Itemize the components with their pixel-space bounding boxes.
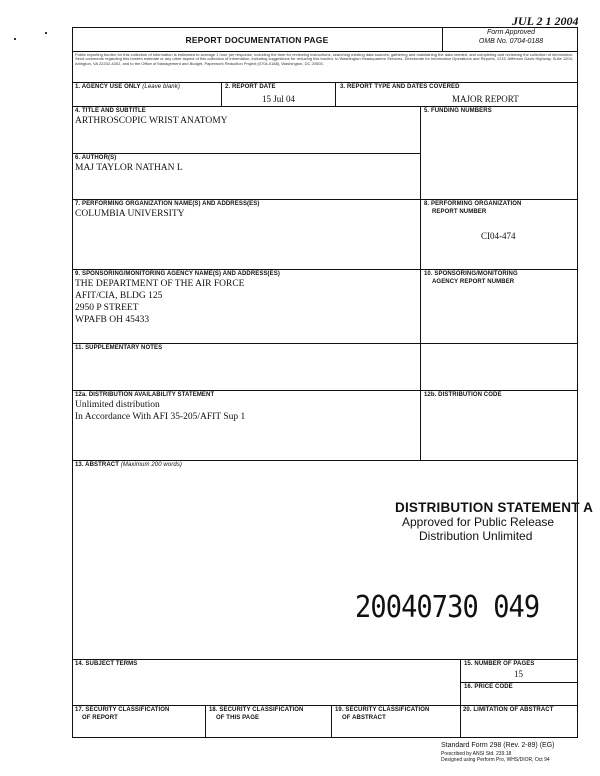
form-approved: Form Approved [487,29,535,36]
agency-use-label: 1. AGENCY USE ONLY (Leave blank) [75,84,180,90]
security-page-label-2: OF THIS PAGE [216,715,260,721]
footer-standard-form: Standard Form 298 (Rev. 2-89) (EG) [441,742,555,749]
security-report-label-2: OF REPORT [82,715,118,721]
supplementary-notes-label: 11. SUPPLEMENTARY NOTES [75,345,163,351]
distribution-statement-line-2: Distribution Unlimited [419,529,533,543]
footer-prescribed: Prescribed by ANSI Std. 239.18 [441,751,512,757]
title-value: ARTHROSCOPIC WRIST ANATOMY [75,116,228,126]
security-abstract-label-1: 19. SECURITY CLASSIFICATION [335,707,430,713]
report-type-value: MAJOR REPORT [452,94,519,104]
performing-org-label: 7. PERFORMING ORGANIZATION NAME(S) AND ADDRESS(ES) [75,201,260,207]
sponsor-line-2: AFIT/CIA, BLDG 125 [75,291,163,301]
burden-notice: Public reporting burden for this collection of information is estimated to average 1 hour per response, including the time for reviewing instructions, searching existing data sources, gathering and maintaining the data needed, and completing and reviewing the collection of information. Send comments regarding this burden estimate or any other aspect of this collection of information, including suggestions for reducing this burden, to Washington Headquarters Services, Directorate for Information Operations and Reports, 1215 Jefferson Davis Highway, Suite 1204, Arlington, VA 22202-4302, and to the Office of Management and Budget, Paperwork Reduction Project (0704-0188), Washington, DC 20503. [75,53,574,66]
security-report-label-1: 17. SECURITY CLASSIFICATION [75,707,170,713]
sponsor-line-4: WPAFB OH 45433 [75,315,150,325]
sponsor-line-3: 2950 P STREET [75,303,139,313]
performing-report-label-2: REPORT NUMBER [432,209,487,215]
report-type-label: 3. REPORT TYPE AND DATES COVERED [340,84,460,90]
accession-number: 20040730 049 [355,590,540,625]
price-code-label: 16. PRICE CODE [464,684,513,690]
title-subtitle-label: 4. TITLE AND SUBTITLE [75,108,146,114]
abstract-label: 13. ABSTRACT (Maximum 200 words) [75,462,183,468]
authors-value: MAJ TAYLOR NATHAN L [75,163,183,173]
distribution-code-label: 12b. DISTRIBUTION CODE [424,392,502,398]
authors-label: 6. AUTHOR(S) [75,155,117,161]
distribution-statement-title: DISTRIBUTION STATEMENT A [395,500,594,515]
funding-numbers-label: 5. FUNDING NUMBERS [424,108,492,114]
distribution-availability-label: 12a. DISTRIBUTION AVAILABILITY STATEMENT [75,392,215,398]
subject-terms-label: 14. SUBJECT TERMS [75,661,138,667]
distribution-line-1: Unlimited distribution [75,400,160,410]
sponsoring-agency-label: 9. SPONSORING/MONITORING AGENCY NAME(S) AND ADDRESS(ES) [75,271,280,277]
distribution-statement-line-1: Approved for Public Release [402,515,555,529]
form-title: REPORT DOCUMENTATION PAGE [185,35,329,45]
number-of-pages-label: 15. NUMBER OF PAGES [464,661,535,667]
security-abstract-label-2: OF ABSTRACT [342,715,386,721]
sponsor-line-1: THE DEPARTMENT OF THE AIR FORCE [75,279,245,289]
report-date-label: 2. REPORT DATE [225,84,276,90]
scan-mark [14,38,16,40]
footer-designed: Designed using Perform Pro, WHS/DIOR, Oct 94 [441,757,550,763]
security-page-label-1: 18. SECURITY CLASSIFICATION [209,707,304,713]
distribution-line-2: In Accordance With AFI 35-205/AFIT Sup 1 [75,412,246,422]
sponsoring-report-label-2: AGENCY REPORT NUMBER [432,279,515,285]
date-stamp: JUL 2 1 2004 [512,14,579,28]
limitation-abstract-label: 20. LIMITATION OF ABSTRACT [463,707,554,713]
omb-number: OMB No. 0704-0188 [478,38,544,45]
performing-org-value: COLUMBIA UNIVERSITY [75,209,185,219]
report-date-value: 15 Jul 04 [262,94,296,104]
sponsoring-report-label-1: 10. SPONSORING/MONITORING [424,271,518,277]
scan-mark [45,32,47,34]
number-of-pages-value: 15 [514,669,523,679]
performing-report-value: CI04-474 [481,231,516,241]
form-frame [72,27,578,738]
performing-report-label-1: 8. PERFORMING ORGANIZATION [424,201,522,207]
